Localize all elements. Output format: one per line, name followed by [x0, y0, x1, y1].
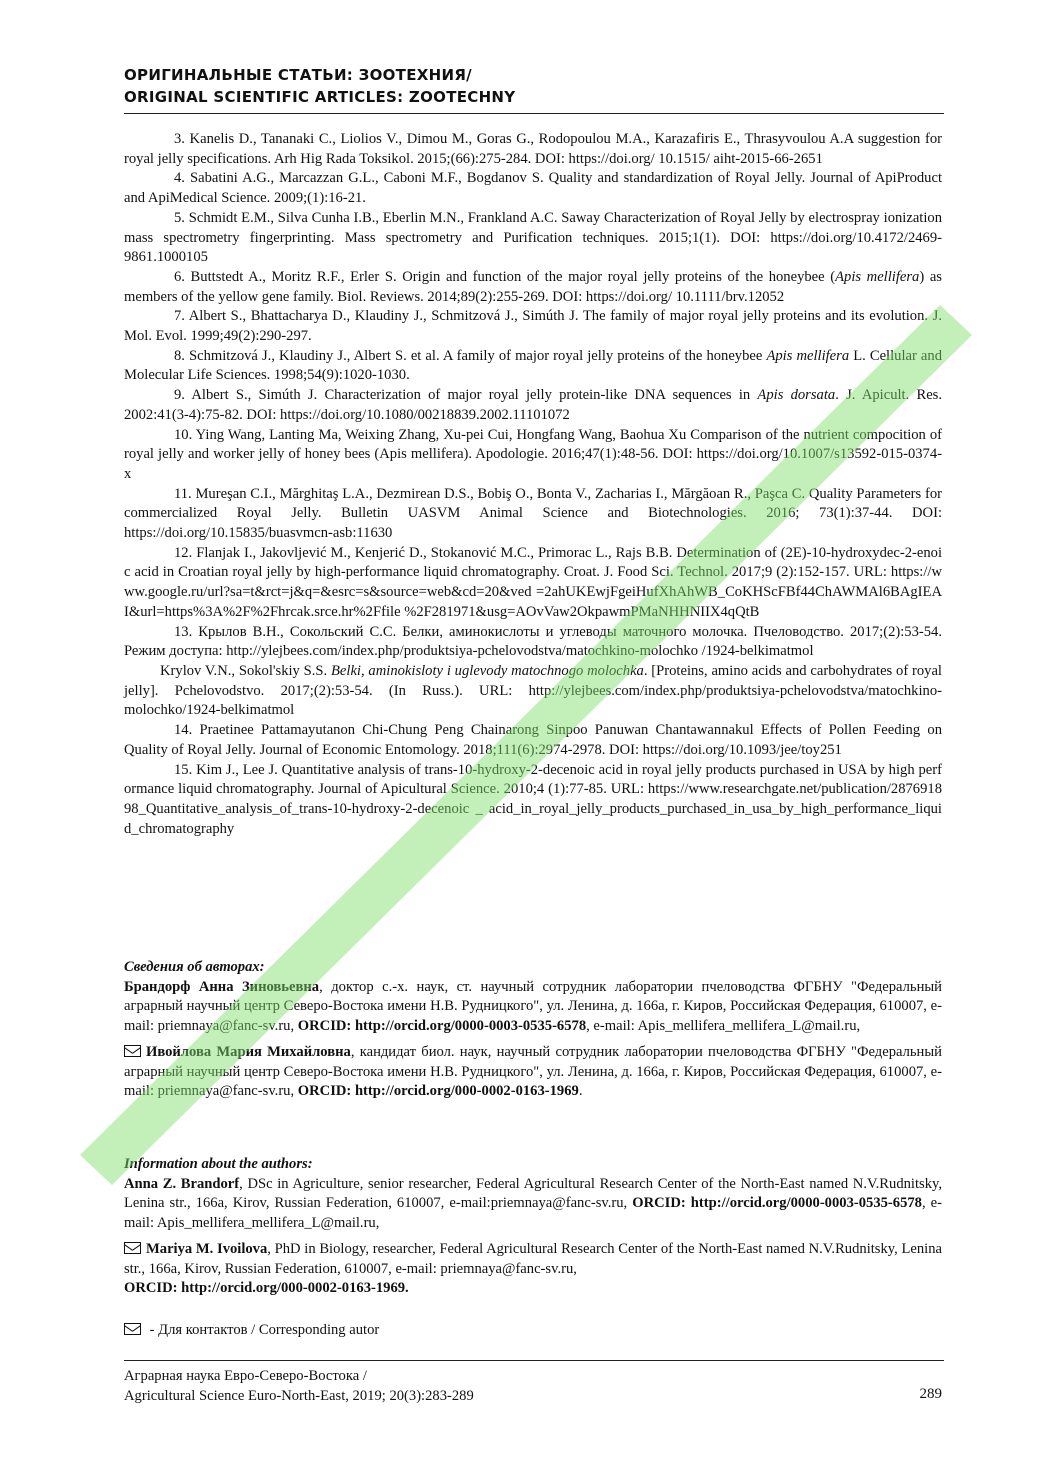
- reference-8: [124, 347, 942, 386]
- ref9-species: Apis dorsata: [757, 387, 836, 404]
- ref8-text: 8. Schmitzová J., Klaudiny J., Albert S. et al. A family of major royal jelly proteins of the honeybee: [174, 347, 767, 364]
- reference-15: 15. Kim J., Lee J. Quantitative analysis of trans-10-hydroxy-2-decenoic acid in royal jelly products purchased in USA by high performance liquid chromatography. Journal of Apicultural Science. 2010;4 (1):77-85. URL: https://www.researchgate.net/publication/287691898_Quantitative_analysis_of_trans-10-hydroxy-2-decenoic _ acid_in_royal_jelly_products_purchased_in_usa_by_high_performance_liquid_chromatography: [124, 761, 942, 837]
- corresponding-author-note: [124, 1320, 379, 1340]
- reference-13: 13. Крылов В.Н., Сокольский С.С. Белки, аминокислоты и углеводы маточного молочка. Пчеловодство. 2017;(2):53-54. Режим доступа: http://ylejbees.com/index.php/produktsiya-pchelovodstva/matochkino-molochko /1924-belkimatmol: [124, 623, 942, 660]
- author-ru-2-tail: .: [578, 1083, 583, 1100]
- envelope-icon: [124, 1242, 141, 1254]
- header-line-ru: ОРИГИНАЛЬНЫЕ СТАТЬИ: ЗООТЕХНИЯ/: [124, 66, 472, 84]
- running-header: [124, 64, 944, 108]
- author-ru-2-text: , кандидат биол. наук, научный сотрудник лаборатории пчеловодства ФГБНУ "Федеральный аграрный научный центр Северо-Востока имени Н.В. Рудницкого", ул. Ленина, д. 166а, г. Киров, Российская Федерация, 610007, e-mail: priemnaya@fanc-sv.ru,: [124, 1043, 942, 1100]
- ref13en-text-end: . [Proteins, amino acids and carbohydrates of royal jelly]. Pchelovodstvo. 2017;(2):53-54. (In Russ.). URL: http://ylejbees.com/index.php/produktsiya-pchelovodstva/matochkino-molochko/1924-belkimatmol: [124, 662, 942, 719]
- reference-13-translit: [124, 662, 942, 721]
- author-ru-1-name: Брандорф Анна Зиновьевна: [124, 978, 320, 995]
- author-ru-1-orcid: ORCID: http://orcid.org/0000-0003-0535-6578: [297, 1018, 587, 1035]
- page-number: 289: [919, 1386, 942, 1402]
- footer-journal-ru: Аграрная наука Евро-Северо-Востока /: [124, 1368, 367, 1384]
- ref9-text-end: . J. Apicult. Res. 2002:41(3-4):75-82. DOI: https://doi.org/10.1080/00218839.2002.11101072: [124, 387, 943, 423]
- ref6-species: Apis mellifera: [835, 268, 920, 285]
- author-en-1: [124, 1175, 942, 1234]
- author-ru-1: [124, 978, 942, 1037]
- reference-6: [124, 268, 942, 307]
- ref8-text-end: L. Cellular and Molecular Life Sciences. 1998;54(9):1020-1030.: [124, 347, 942, 384]
- author-ru-1-text: , доктор с.-х. наук, ст. научный сотрудник лаборатории пчеловодства ФГБНУ "Федеральный аграрный научный центр Северо-Востока имени Н.В. Рудницкого", ул. Ленина, д. 166а, г. Киров, Российская Федерация, 610007, e-mail: priemnaya@fanc-sv.ru,: [124, 978, 942, 1035]
- header-divider: [124, 113, 944, 114]
- author-ru-2-orcid: ORCID: http://orcid.org/000-0002-0163-1969: [297, 1083, 579, 1100]
- author-en-1-name: Anna Z. Brandorf: [124, 1175, 240, 1192]
- reference-4: 4. Sabatini A.G., Marcazzan G.L., Caboni M.F., Bogdanov S. Quality and standardization of Royal Jelly. Journal of ApiProduct and ApiMedical Science. 2009;(1):16-21.: [124, 170, 942, 207]
- ref6-text-end: ) as members of the yellow gene family. Biol. Reviews. 2014;89(2):255-269. DOI: https://doi.org/ 10.1111/brv.12052: [124, 268, 942, 305]
- authors-en-title: Information about the authors:: [124, 1156, 313, 1172]
- footer-divider: [124, 1360, 944, 1361]
- references-list: [124, 130, 942, 839]
- authors-en-section: [124, 1155, 942, 1299]
- author-ru-1-tail: , e-mail: Apis_mellifera_mellifera_L@mail.ru,: [586, 1018, 861, 1035]
- author-ru-2-name: Ивойлова Мария Михайловна: [146, 1043, 351, 1060]
- ref6-text: 6. Buttstedt A., Moritz R.F., Erler S. Origin and function of the major royal jelly proteins of the honeybee (: [174, 268, 836, 285]
- authors-ru-section: [124, 958, 942, 1102]
- reference-7: 7. Albert S., Bhattacharya D., Klaudiny J., Schmitzová J., Simúth J. The family of major royal jelly proteins and its evolution. J. Mol. Evol. 1999;49(2):290-297.: [124, 308, 942, 345]
- ref13en-title: Belki, aminokisloty i uglevody matochnogo molochka: [331, 662, 644, 679]
- corresponding-author-label: - Для контактов / Corresponding autor: [146, 1322, 380, 1338]
- author-en-1-tail: , e-mail: Apis_mellifera_mellifera_L@mail.ru,: [124, 1195, 942, 1232]
- footer-journal-en: Agricultural Science Euro-North-East, 2019; 20(3):283-289: [124, 1388, 474, 1404]
- ref13en-text: Krylov V.N., Sokol'skiy S.S.: [160, 662, 331, 679]
- reference-12: 12. Flanjak I., Jakovljević M., Kenjerić D., Stokanović M.C., Primorac L., Rajs B.B. Determination of (2E)-10-hydroxydec-2-enoic acid in Croatian royal jelly by high-performance liquid chromatography. Croat. J. Food Sci. Technol. 2017;9 (2):152-157. URL: https://www.google.ru/url?sa=t&rct=j&q=&esrc=s&source=web&cd=20&ved =2ahUKEwjFgeiHufXhAhWB_CoKHScFBf44ChAWMAl6BAgIEAI&url=https%3A%2F%2Fhrcak.srce.hr%2Ffile %2F281971&usg=AOvVaw2OkpawmPMaNHHNIIX4qQtB: [124, 544, 942, 620]
- author-en-2-text: , PhD in Biology, researcher, Federal Agricultural Research Center of the North-East named N.V.Rudnitsky, Lenina str., 166a, Kirov, Russian Federation, 610007, e-mail: priemnaya@fanc-sv.ru,: [124, 1240, 942, 1277]
- author-en-2: [124, 1240, 942, 1299]
- reference-9: [124, 386, 942, 425]
- header-line-en: ORIGINAL SCIENTIFIC ARTICLES: ZOOTECHNY: [124, 88, 516, 106]
- author-en-2-name: Mariya M. Ivoilova: [146, 1240, 268, 1257]
- author-en-1-orcid: ORCID: http://orcid.org/0000-0003-0535-6578: [632, 1195, 922, 1212]
- reference-10: 10. Ying Wang, Lanting Ma, Weixing Zhang, Xu-pei Cui, Hongfang Wang, Baohua Xu Comparison of the nutrient compocition of royal jelly and worker jelly of honey bees (Apis mellifera). Apodologie. 2016;47(1):48-56. DOI: https://doi.org/10.1007/s13592-015-0374-x: [124, 426, 942, 482]
- envelope-icon: [124, 1323, 141, 1335]
- reference-11: 11. Mureşan C.I., Mărghitaş L.A., Dezmirean D.S., Bobiş O., Bonta V., Zacharias I., Mărgăoan R., Paşca C. Quality Parameters for commercialized Royal Jelly. Bulletin UASVM Animal Science and Biotechnologies. 2016; 73(1):37-44. DOI: https://doi.org/10.15835/buasvmcn-asb:11630: [124, 485, 942, 542]
- author-en-1-text: , DSc in Agriculture, senior researcher, Federal Agricultural Research Center of the North-East named N.V.Rudnitsky, Lenina str., 166a, Kirov, Russian Federation, 610007, e-mail:priemnaya@fanc-sv.ru,: [124, 1175, 942, 1212]
- ref8-species: Apis mellifera: [766, 347, 850, 364]
- reference-5: 5. Schmidt E.M., Silva Cunha I.B., Eberlin M.N., Frankland A.C. Saway Characterization of Royal Jelly by electrospray ionization mass spectrometry fingerprinting. Mass spectrometry and Purification techniques. 2015;1(1). DOI: https://doi.org/10.4172/2469-9861.1000105: [124, 209, 942, 266]
- authors-ru-title: Сведения об авторах:: [124, 959, 265, 975]
- author-en-2-orcid: ORCID: http://orcid.org/000-0002-0163-1969.: [124, 1280, 409, 1297]
- reference-14: 14. Praetinee Pattamayutanon Chi-Chung Peng Chainarong Sinpoo Panuwan Chantawannakul Effects of Pollen Feeding on Quality of Royal Jelly. Journal of Economic Entomology. 2018;111(6):2974-2978. DOI: https://doi.org/10.1093/jee/toy251: [124, 722, 942, 758]
- envelope-icon: [124, 1045, 141, 1057]
- running-footer: [124, 1366, 942, 1406]
- ref9-text: 9. Albert S., Simúth J. Characterization of major royal jelly protein-like DNA sequences in: [174, 387, 758, 404]
- reference-3: 3. Kanelis D., Tananaki C., Liolios V., Dimou M., Goras G., Rodopoulou M.A., Karazafiris E., Thrasyvoulou A.A suggestion for royal jelly specifications. Arh Hig Rada Toksikol. 2015;(66):275-284. DOI: https://doi.org/ 10.1515/ aiht-2015-66-2651: [124, 131, 942, 167]
- author-ru-2: [124, 1043, 942, 1102]
